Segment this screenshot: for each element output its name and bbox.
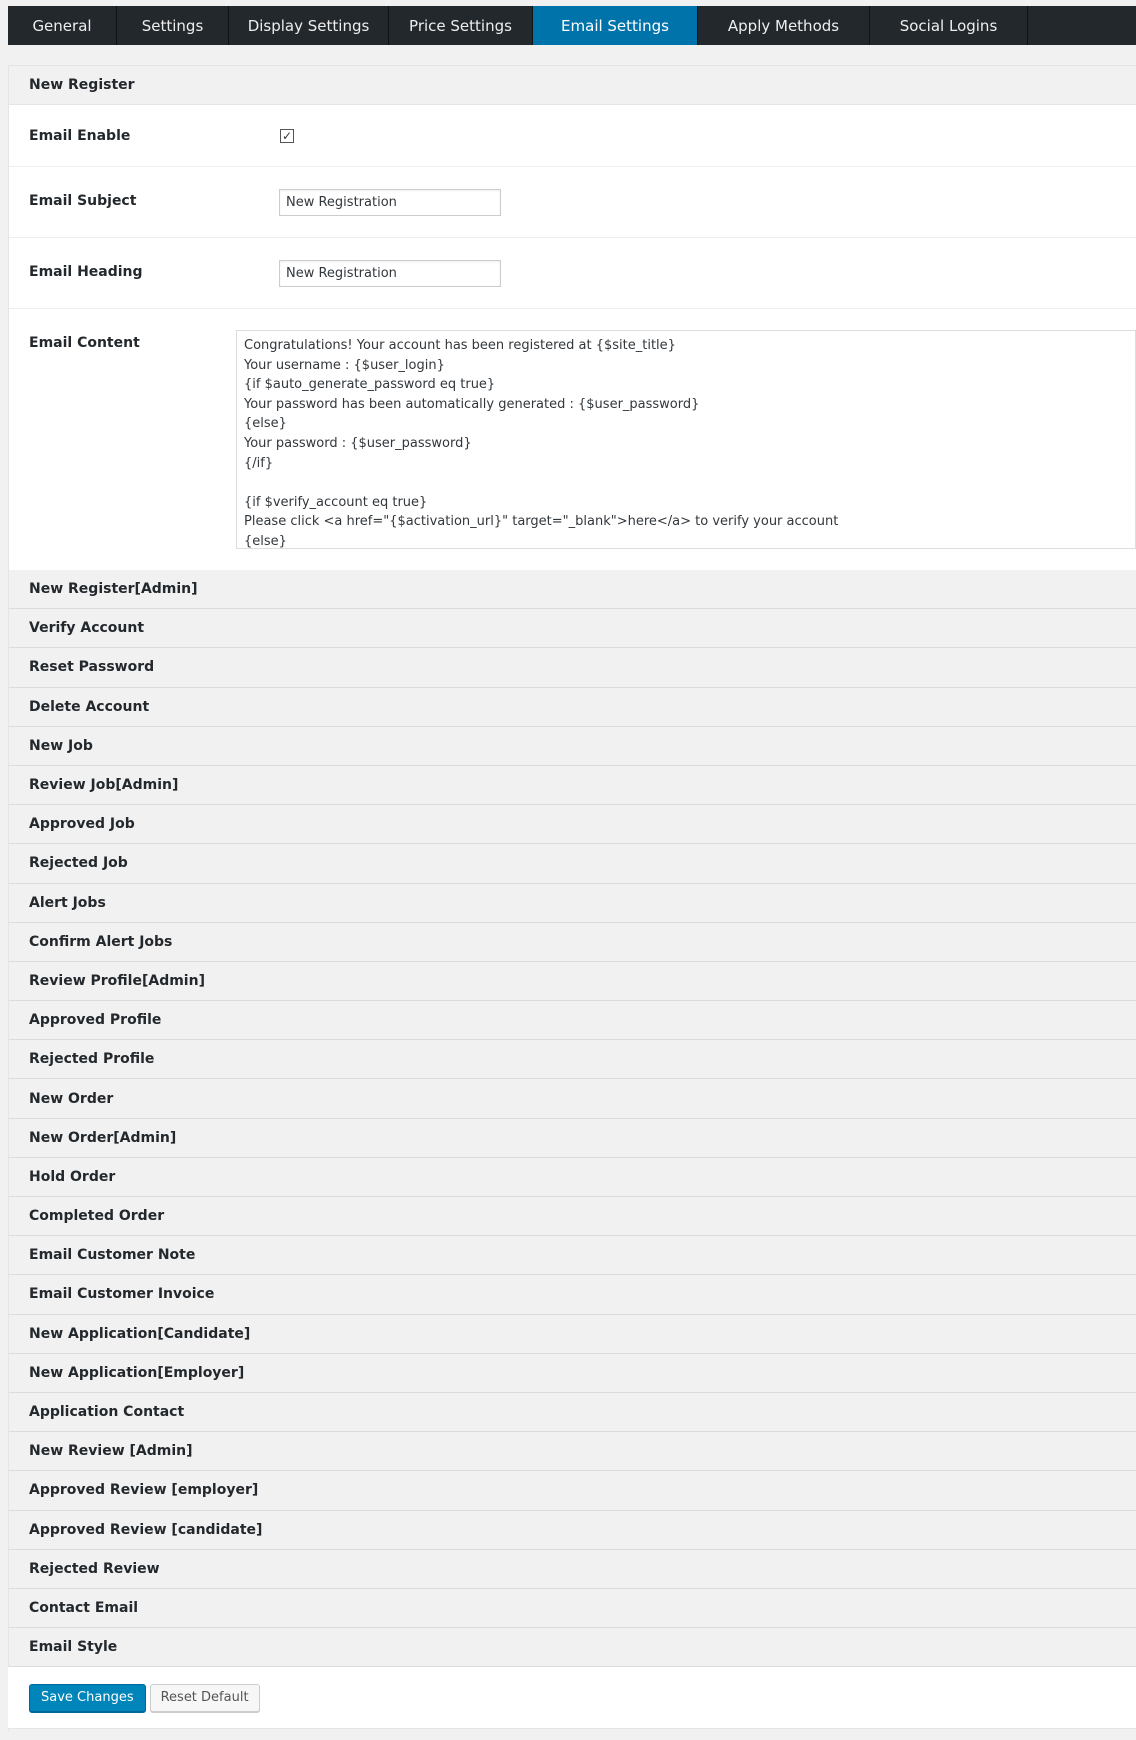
email-template-sections: [9, 570, 1136, 1667]
tab-email-settings[interactable]: Email Settings: [533, 6, 698, 45]
new-register-form: [9, 105, 1136, 570]
section-delete-account[interactable]: Delete Account: [9, 688, 1136, 727]
section-review-job-admin[interactable]: Review Job[Admin]: [9, 766, 1136, 805]
section-approved-review-candidate[interactable]: Approved Review [candidate]: [9, 1511, 1136, 1550]
section-new-order[interactable]: New Order: [9, 1079, 1136, 1118]
email-subject-input[interactable]: [279, 189, 501, 216]
section-email-style[interactable]: Email Style: [9, 1628, 1136, 1667]
settings-tabs: [8, 6, 1136, 45]
email-enable-label: Email Enable: [29, 127, 131, 144]
tab-settings[interactable]: Settings: [117, 6, 229, 45]
email-content-textarea[interactable]: [236, 330, 1136, 549]
section-contact-email[interactable]: Contact Email: [9, 1589, 1136, 1628]
email-enable-row: [9, 105, 1136, 167]
section-new-order-admin[interactable]: New Order[Admin]: [9, 1119, 1136, 1158]
checkmark-icon: ✓: [281, 128, 293, 143]
reset-default-button[interactable]: Reset Default: [150, 1684, 260, 1712]
section-application-contact[interactable]: Application Contact: [9, 1393, 1136, 1432]
section-rejected-profile[interactable]: Rejected Profile: [9, 1040, 1136, 1079]
email-subject-row: [9, 167, 1136, 238]
section-reset-password[interactable]: Reset Password: [9, 648, 1136, 687]
email-subject-label: Email Subject: [29, 193, 137, 209]
section-new-register-admin[interactable]: New Register[Admin]: [9, 570, 1136, 609]
email-heading-row: [9, 238, 1136, 309]
section-rejected-job[interactable]: Rejected Job: [9, 844, 1136, 883]
section-review-profile-admin[interactable]: Review Profile[Admin]: [9, 962, 1136, 1001]
save-changes-button[interactable]: Save Changes: [29, 1684, 146, 1712]
email-settings-panel: [8, 65, 1136, 1732]
email-content-row: [9, 309, 1136, 570]
tab-price-settings[interactable]: Price Settings: [389, 6, 533, 45]
section-email-customer-invoice[interactable]: Email Customer Invoice: [9, 1275, 1136, 1314]
section-new-review-admin[interactable]: New Review [Admin]: [9, 1432, 1136, 1471]
email-enable-checkbox[interactable]: [280, 129, 294, 143]
tab-general[interactable]: General: [8, 6, 117, 45]
section-rejected-review[interactable]: Rejected Review: [9, 1550, 1136, 1589]
tab-display-settings[interactable]: Display Settings: [229, 6, 389, 45]
form-actions: [8, 1667, 1136, 1729]
section-new-register-header[interactable]: New Register: [9, 66, 1136, 105]
section-approved-review-employer[interactable]: Approved Review [employer]: [9, 1471, 1136, 1510]
section-confirm-alert-jobs[interactable]: Confirm Alert Jobs: [9, 923, 1136, 962]
section-hold-order[interactable]: Hold Order: [9, 1158, 1136, 1197]
section-email-customer-note[interactable]: Email Customer Note: [9, 1236, 1136, 1275]
section-new-application-candidate[interactable]: New Application[Candidate]: [9, 1315, 1136, 1354]
email-heading-label: Email Heading: [29, 264, 143, 280]
section-new-application-employer[interactable]: New Application[Employer]: [9, 1354, 1136, 1393]
section-new-job[interactable]: New Job: [9, 727, 1136, 766]
email-content-label: Email Content: [29, 335, 140, 351]
section-verify-account[interactable]: Verify Account: [9, 609, 1136, 648]
tab-social-logins[interactable]: Social Logins: [870, 6, 1028, 45]
tab-apply-methods[interactable]: Apply Methods: [698, 6, 870, 45]
email-heading-input[interactable]: [279, 260, 501, 287]
section-alert-jobs[interactable]: Alert Jobs: [9, 884, 1136, 923]
section-approved-profile[interactable]: Approved Profile: [9, 1001, 1136, 1040]
section-approved-job[interactable]: Approved Job: [9, 805, 1136, 844]
section-completed-order[interactable]: Completed Order: [9, 1197, 1136, 1236]
